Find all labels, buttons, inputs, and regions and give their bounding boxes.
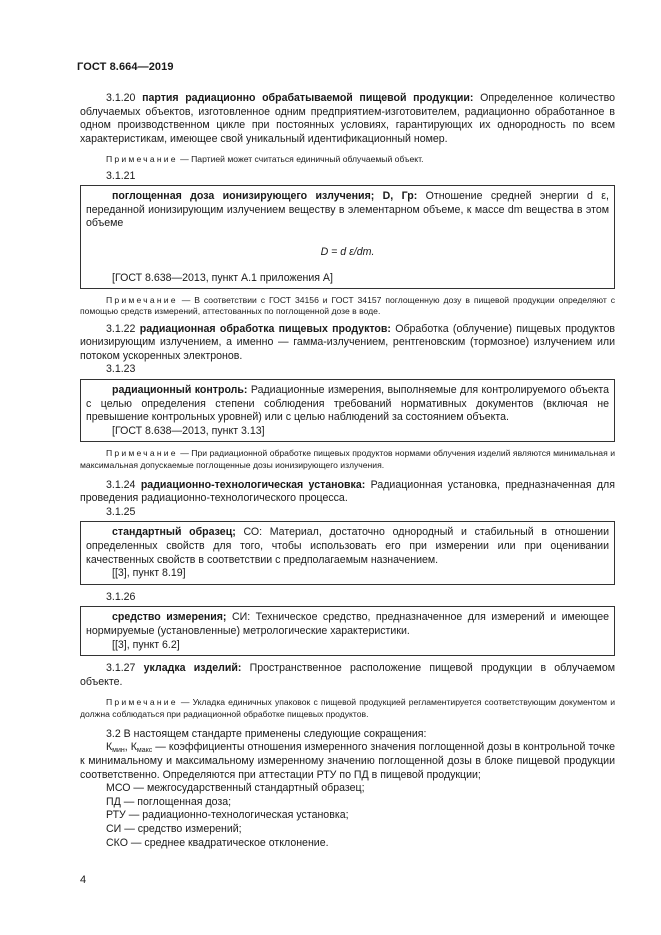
list-item: ПД — поглощенная доза; [106,795,232,808]
abbreviation-k-coefficients: $К_{мин}$, $К_{макс}$ — коэффициенты отношения измеренного значения поглощенной дозы в контрольной точке к минимальному и максимальному измеренному значению поглощенной дозы в блоке пищевой продукции соответственно. Определяются при аттестации РТУ по ПД в пищевой продукции; [80,741,615,781]
note-text: — В соответствии с ГОСТ 34156 и ГОСТ 34157 поглощенную дозу в пищевой продукции определяют с помощью средств измерений, аттестованных по поглощенной дозе в воде. [80,295,616,317]
term-box-3-1-21 [80,185,615,289]
term-definition: СИ: Техническое средство, предназначенное для измерений и имеющее нормируемые (установленные) метрологические характеристики. [86,611,609,638]
term-definition: Отношение средней энергии d ε, переданной ионизирующим излучением веществу в элементарном объеме, к массе dm вещества в этом объеме [86,190,609,230]
document-body [80,92,615,850]
term-definition: СО: Материал, достаточно однородный и стабильный в отношении определенных свойств для того, чтобы использовать его при измерении или при оценивании качественных свойств в соответствии с предполагаемым назначением. [86,526,609,566]
term-number: 3.1.24 [106,478,136,491]
term-number: 3.1.22 [106,322,136,335]
list-item: МСО — межгосударственный стандартный образец; [106,782,365,795]
abbreviation-list [80,782,615,850]
term-3-1-20 [80,92,615,146]
abbreviations-intro: 3.2 В настоящем стандарте применены следующие сокращения: [106,727,427,740]
term-number-3-1-26: 3.1.26 [106,590,136,603]
note-label: Примечание [106,154,178,165]
term-number: 3.1.20 [106,92,136,104]
list-item: РТУ — радиационно-технологическая установка; [106,809,349,822]
formula: D = d ε/dm. [320,245,375,258]
term-number: 3.1.27 [106,662,136,675]
term-box-3-1-26 [80,606,615,656]
note-text: — Укладка единичных упаковок с пищевой продукцией регламентируется соответствующим документом и должна соблюдаться при радиационной обработке пищевых продуктов. [80,697,615,719]
note-label: Примечание [106,697,178,708]
term-name: радиационный контроль: [112,383,248,396]
note-3-1-20 [80,154,615,165]
list-item: СИ — средство измерений; [106,822,242,835]
note-text: — Партией может считаться единичный облучаемый объект. [180,154,424,165]
term-number-3-1-25: 3.1.25 [106,505,136,518]
term-name: радиационная обработка пищевых продуктов: [139,322,391,335]
note-text: — При радиационной обработке пищевых продуктов нормами облучения изделий являются минимальная и максимальная допускаемые поглощенные дозы ионизирующего излучения. [80,448,615,470]
term-source: [ГОСТ 8.638—2013, пункт 3.13] [112,424,265,437]
term-name: партия радиационно обрабатываемой пищевой продукции: [142,92,474,104]
term-3-1-27 [80,662,615,689]
term-name: стандартный образец; [112,526,236,539]
term-name: радиационно-технологическая установка: [140,478,366,491]
term-box-3-1-23 [80,379,615,442]
document-header: ГОСТ 8.664—2019 [77,61,174,73]
note-3-1-23 [80,448,615,470]
note-3-1-21 [80,295,615,317]
note-label: Примечание [106,448,178,459]
term-number-3-1-23: 3.1.23 [106,363,136,376]
term-name: средство измерения; [112,611,227,624]
term-source: [[3], пункт 8.19] [112,567,186,580]
term-name: укладка изделий: [143,662,242,675]
note-3-1-27 [80,697,615,719]
term-definition: Радиационные измерения, выполняемые для контролируемого объекта с целью определения степени соблюдения требований нормативных документов (включая не превышение контрольных уровней) или с целью наблюдений за состоянием объекта. [86,383,609,424]
term-3-1-22 [80,323,615,364]
term-name: поглощенная доза ионизирующего излучения; D, Гр: [112,190,418,203]
list-item: СКО — среднее квадратическое отклонение. [106,836,329,849]
term-definition: Обработка (облучение) пищевых продуктов ионизирующим излучением, а именно — гамма-излучением, рентгеновским (тормозное) излучением или потоком ускоренных электронов. [80,322,615,362]
term-definition: Определенное количество облучаемых объектов, изготовленное одним предприятием-изготовителем, радиационно обработанное в одном производственном цикле при постоянных условиях, гарантирующих их однородность по всем характеристикам, имеющее свой уникальный идентификационный номер. [80,92,615,145]
note-label: Примечание [106,295,178,306]
term-source: [ГОСТ 8.638—2013, пункт А.1 приложения А] [112,271,333,284]
term-definition: Пространственное расположение пищевой продукции в облучаемом объекте. [80,662,616,688]
term-box-3-1-25 [80,521,615,584]
term-source: [[3], пункт 6.2] [112,638,180,651]
page-number: 4 [80,874,87,886]
term-definition: Радиационная установка, предназначенная для проведения радиационно-технологического процесса. [80,478,615,505]
term-number-3-1-21: 3.1.21 [106,169,136,182]
term-3-1-24 [80,479,615,506]
